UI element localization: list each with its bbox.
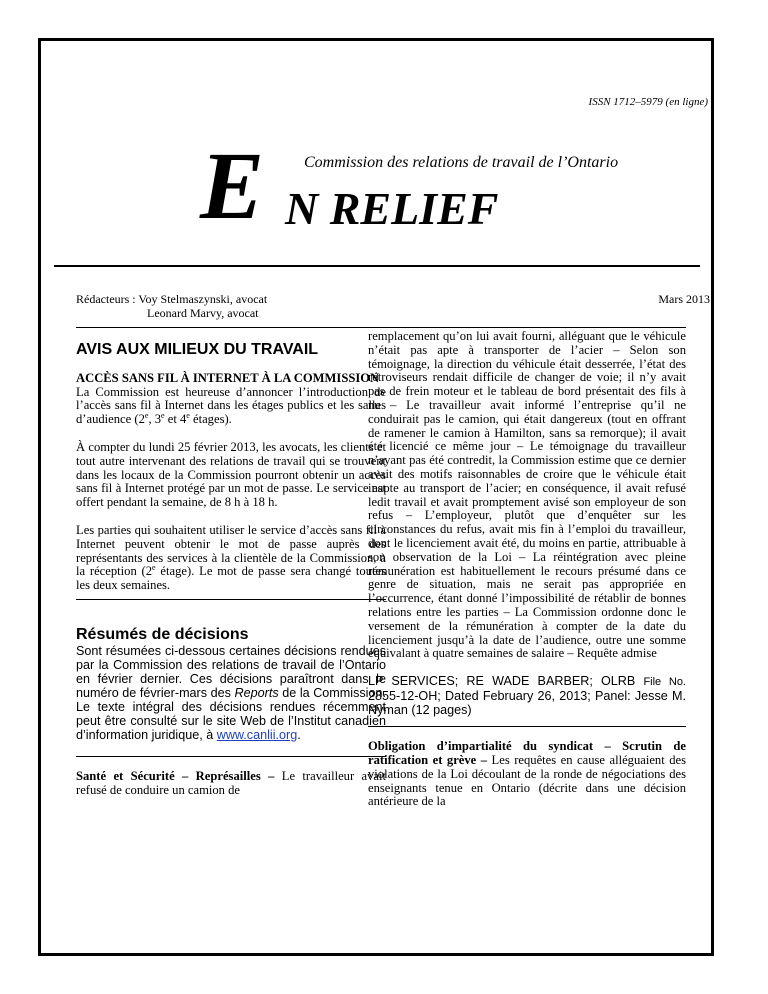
issn-label: ISSN 1712–5979 (en ligne) xyxy=(588,96,708,108)
sup-e-1: e xyxy=(144,411,149,420)
obligation-text: Les requêtes en cause alléguaient des violations de la Loi découlant de la ronde de négociations des enseignants tenue en Ontario (décrite dans une décision antérieure de la xyxy=(368,752,687,809)
section-divider-2 xyxy=(76,756,386,757)
resumes-text-c: . xyxy=(297,727,301,742)
resumes-paragraph xyxy=(76,644,386,742)
obligation-title: Obligation d’impartialité du syndicat – Scrutin de ratification et grève – xyxy=(368,739,686,767)
continuation-paragraph: remplacement qu’on lui avait fourni, alléguant que le véhicule n’était pas apte à transporter de l’acier – Selon son témoignage, la direction du véhicule était desserrée, l’état des rétroviseurs rendait difficile de changer de voie; il n’y avait pas de frein moteur et le tableau de bord présentait des fils à nu – Le travailleur avait informé l’entreprise qu’il ne conduirait pas le camion, qui était dangereux (tout en offrant de ramener le camion à Hamilton, sans sa remorque); il avait été licencié ce même jour – Le témoignage du travailleur n’ayant pas été contredit, la Commission estime que ce dernier avait des motifs raisonnables de croire que le véhicule était inapte au transport de l’acier; en conséquence, il avait refusé ledit travail et avait promptement avisé son employeur de son refus – L’employeur, plutôt que d’enquêter sur les circonstances du refus, avait mis fin à l’emploi du travailleur, dont le licenciement avait été, du moins en partie, attribuable à son observation de la Loi – La réintégration avec pleine rémunération est habituellement le recours présumé dans ce genre de situation, mais ne serait pas appropriée en l’occurrence, étant donné l’impossibilité de rétablir de bonnes relations entre les parties – La Commission ordonne donc le versement de la rémunération à compter de la date du licenciement jusqu’à la date de l’audience, outre une somme équivalant à quatre semaines de salaire – Requête admise xyxy=(368,329,686,661)
sup-e-3: e xyxy=(186,411,190,420)
right-top-rule xyxy=(368,327,686,328)
logo-letter-e: E xyxy=(200,132,265,239)
sup-e-2: e xyxy=(161,411,165,420)
wifi-title xyxy=(76,372,386,386)
resumes-text-a: Sont résumées ci-dessous certaines décisions rendues par la Commission des relations de travail de l’Ontario en février dernier. Ces décisions paraîtront dans le numéro de février-mars des xyxy=(76,643,386,700)
sup-e-4: e xyxy=(152,563,156,573)
wifi-paragraph-1 xyxy=(76,386,386,427)
section-divider-3 xyxy=(368,726,686,727)
wifi-p1-d: étages). xyxy=(189,412,232,427)
wifi-paragraph-3 xyxy=(76,524,386,593)
case-reference xyxy=(368,674,686,717)
wifi-title-text: ACCÈS SANS FIL À INTERNET À LA COMMISSION xyxy=(76,370,380,385)
wifi-p1-a: La Commission est heureuse d’annoncer l’introduction de l’accès sans fil à Internet dans les étages publics et les salles d’audience (2 xyxy=(76,384,386,427)
editors-line-1: Rédacteurs : Voy Stelmaszynski, avocat xyxy=(76,292,268,306)
resumes-title: Résumés de décisions xyxy=(76,625,249,643)
editors-block xyxy=(76,292,267,320)
wifi-paragraph-2: À compter du lundi 25 février 2013, les avocats, les clients et tout autre intervenant des relations de travail qui se trouvent dans les locaux de la Commission pourront obtenir un accès sans fil à Internet protégé par un mot de passe. Le service est offert pendant la semaine, de 8 h à 18 h. xyxy=(76,439,386,510)
sante-title: Santé et Sécurité – Représailles – xyxy=(76,768,275,783)
avis-title: AVIS AUX MILIEUX DU TRAVAIL xyxy=(76,341,319,358)
left-top-rule xyxy=(76,327,386,328)
obligation-paragraph xyxy=(368,740,686,809)
commission-name: Commission des relations de travail de l’Ontario xyxy=(304,154,619,171)
wifi-p1-b: , 3 xyxy=(148,412,162,427)
newsletter-title: N RELIEF xyxy=(285,183,499,234)
wifi-p1-c: et 4 xyxy=(164,412,187,427)
editors-line-2: Leonard Marvy, avocat xyxy=(147,306,259,320)
canlii-link[interactable]: www.canlii.org xyxy=(216,727,298,742)
sante-paragraph xyxy=(76,770,386,798)
section-divider-1 xyxy=(76,599,386,600)
issue-date: Mars 2013 xyxy=(658,292,710,306)
case-ref-file: File No. xyxy=(643,676,686,689)
resumes-text-b: de la Commission. Le texte intégral des décisions rendues récemment peut être consulté sur le site Web de l’Institut canadien d’information juridique, à xyxy=(76,685,386,742)
left-column xyxy=(76,330,386,812)
header-rule xyxy=(54,265,700,267)
wifi-p3-a: Les parties qui souhaitent utiliser le service d’accès sans fil à Internet peuvent obtenir le mot de passe auprès des représentants des services à la clientèle de la Commission, à la réception (2 xyxy=(76,522,386,579)
wifi-p3-b: étage). Le mot de passe sera changé toutes les deux semaines. xyxy=(76,564,386,593)
sante-text: Le travailleur avait refusé de conduire un camion de xyxy=(76,768,386,797)
case-ref-b: 2855-12-OH; Dated February 26, 2013; Panel: Jesse M. Nyman (12 pages) xyxy=(368,689,686,718)
right-column xyxy=(368,330,686,823)
reports-italic: Reports xyxy=(234,685,279,700)
case-ref-a: LP SERVICES; RE WADE BARBER; OLRB xyxy=(368,674,644,689)
